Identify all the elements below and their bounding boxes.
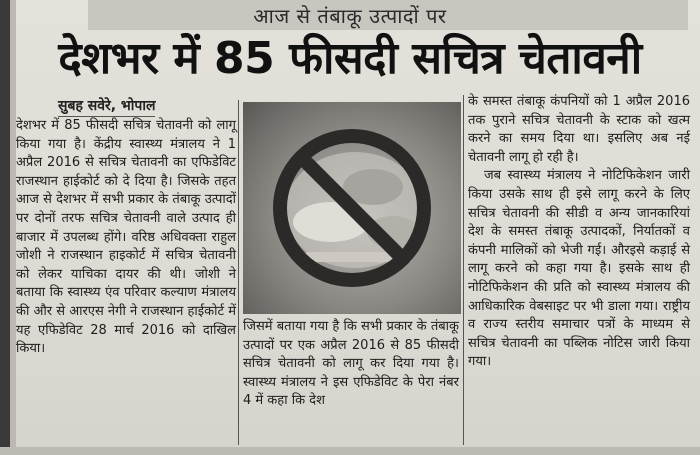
col2-paragraph: जिसमें बताया गया है कि सभी प्रकार के तंबाकू उत्पादों पर एक अप्रैल 2016 से 85 फीसदी सचित्र चेतावनी को लागू कर दिया गया है। स्वास्थ्य मंत्रालय ने इस एफिडेविट के पेरा नंबर 4 में कहा कि देश [243, 319, 459, 409]
col3-paragraph-2: जब स्वास्थ्य मंत्रालय ने नोटिफिकेशन जारी किया उसके साथ ही इसे लागू करने के लिए सचित्र चेतावनी की सीडी व अन्य जानकारियां देश के समस्त तंबाकू उत्पादकों, निर्यातकों व कंपनी मालिकों को भेजी गई। औरइसे कड़ाई से लागू करने को कहा गया है। इसके साथ ही नोटिफिकेशन की प्रति को स्वास्थ्य मंत्रालय की आधिकारिक वेबसाइट पर भी डाला गया। राष्ट्रीय व राज्य स्तरीय समाचार पत्रों के माध्यम से सचित्र चेतावनी का पब्लिक नोटिस जारी किया गया। [468, 168, 690, 370]
headline: देशभर में 85 फीसदी सचित्र चेतावनी [58, 33, 642, 84]
column-divider [463, 95, 464, 445]
column-divider [238, 100, 239, 445]
page-bottom-edge [0, 447, 700, 455]
col1-paragraph: देशभर में 85 फीसदी सचित्र चेतावनी को लागू किया गया है। केंद्रीय स्वास्थ्य मंत्रालय ने 1 अप्रैल 2016 से सचित्र चेतावनी का एफिडेविट राजस्थान हाईकोर्ट को दे दिया है। जिसके तहत आज से देशभर में सभी प्रकार के तंबाकू उत्पादों पर दोनों तरफ सचित्र चेतावनी वाले उत्पाद ही बाजार में उपलब्ध होंगे। वरिष्ठ अधिवक्ता राहुल जोशी ने राजस्थान हाइकोर्ट में सचित्र चेतावनी को लेकर याचिका दायर की थी। जोशी ने बताया कि स्वास्थ्य एंव परिवार कल्याण मंत्रालय की और से आरएस नेगी ने राजस्थान हाईकोर्ट में यह एफिडेविट 28 मार्च 2016 को दाखिल किया। [16, 118, 236, 357]
article-column-2 [243, 318, 459, 411]
kicker-text: आज से तंबाकू उत्पादों पर [253, 4, 447, 28]
byline: सुबह सवेरे, भोपाल [58, 96, 155, 117]
no-smoking-photo [243, 102, 461, 314]
article-column-3 [468, 93, 690, 372]
prohibition-icon [243, 102, 461, 314]
article-column-1 [16, 117, 236, 359]
col3-paragraph-1: के समस्त तंबाकू कंपनियों को 1 अप्रैल 2016 तक पुराने सचित्र चेतावनी के स्टाक को खत्म करने का समय दिया था। इसलिए अब नई चेतावनी लागू हो रही है। [468, 94, 690, 165]
